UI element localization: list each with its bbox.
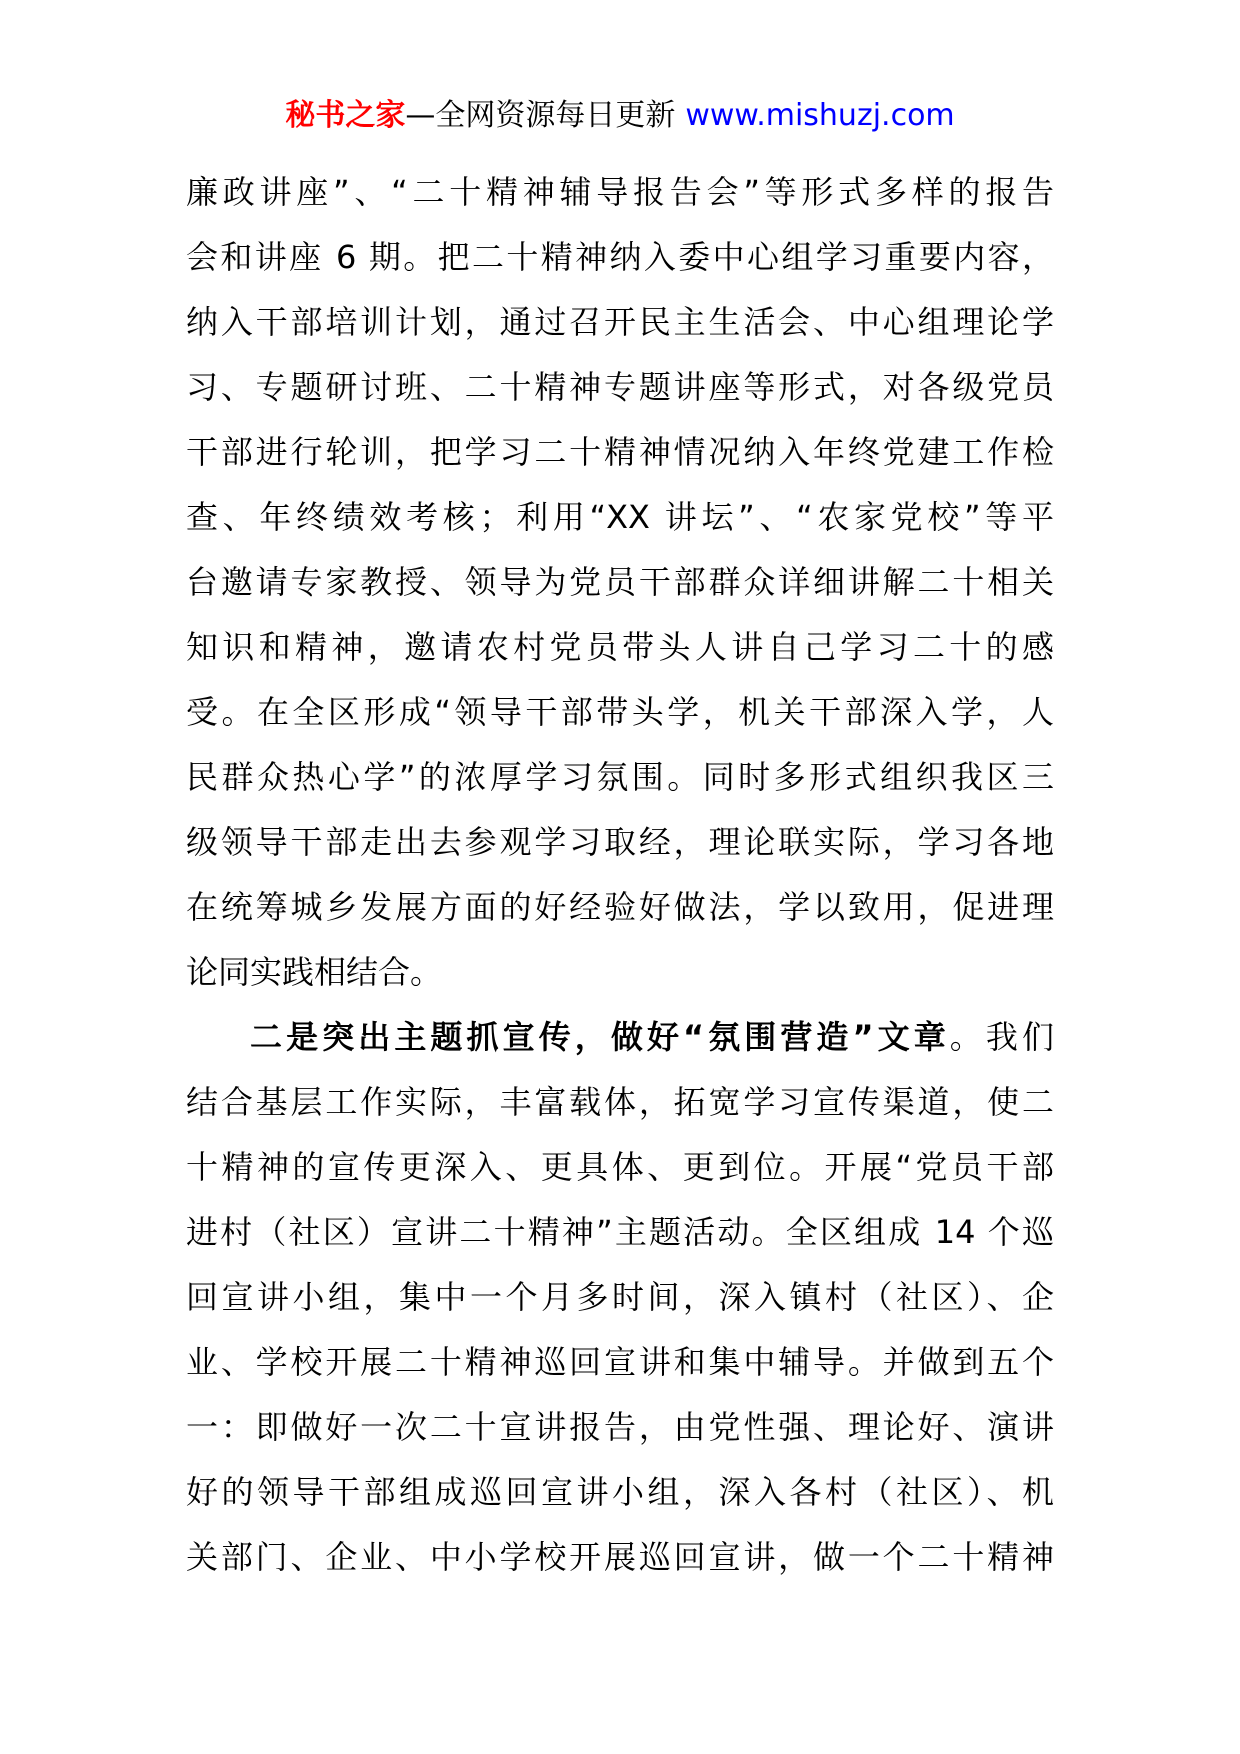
text-line: 知识和精神，邀请农村党员带头人讲自己学习二十的感 [186,628,1054,666]
text-line: 结合基层工作实际，丰富载体，拓宽学习宣传渠道，使二 [186,1083,1054,1121]
site-slogan: —全网资源每日更新 [405,98,676,133]
text-line: 受。在全区形成“领导干部带头学，机关干部深入学，人 [186,693,1054,731]
paragraph-2 [186,1005,1054,1590]
paragraph-2-first-line [186,1005,1054,1070]
paragraph-1 [186,160,1054,1005]
text-line: 会和讲座 6 期。把二十精神纳入委中心组学习重要内容， [186,238,1054,276]
text-line: 好的领导干部组成巡回宣讲小组，深入各村（社区）、机 [186,1473,1054,1511]
text-line: 查、年终绩效考核；利用“XX 讲坛”、“农家党校”等平 [186,498,1054,536]
text-line: 回宣讲小组，集中一个月多时间，深入镇村（社区）、企 [186,1278,1054,1316]
section-heading: 二是突出主题抓宣传，做好“氛围营造”文章 [250,1018,950,1056]
text-line: 廉政讲座”、“二十精神辅导报告会”等形式多样的报告 [186,173,1054,211]
text-line: 习、专题研讨班、二十精神专题讲座等形式，对各级党员 [186,368,1054,406]
text-line: 进村（社区）宣讲二十精神”主题活动。全区组成 14 个巡 [186,1213,1054,1251]
text-line: 在统筹城乡发展方面的好经验好做法，学以致用，促进理 [186,888,1054,926]
text-line: 台邀请专家教授、领导为党员干部群众详细讲解二十相关 [186,563,1054,601]
text-line: 干部进行轮训，把学习二十精神情况纳入年终党建工作检 [186,433,1054,471]
text-line: 业、学校开展二十精神巡回宣讲和集中辅导。并做到五个 [186,1343,1054,1381]
site-header [0,96,1240,136]
text-line: 纳入干部培训计划，通过召开民主生活会、中心组理论学 [186,303,1054,341]
text-segment: 。我们 [949,1018,1054,1056]
site-url[interactable]: www.mishuzj.com [685,98,955,133]
text-line: 论同实践相结合。 [186,953,443,991]
text-line: 一：即做好一次二十宣讲报告，由党性强、理论好、演讲 [186,1408,1054,1446]
text-line: 十精神的宣传更深入、更具体、更到位。开展“党员干部 [186,1148,1054,1186]
text-line: 级领导干部走出去参观学习取经，理论联实际，学习各地 [186,823,1054,861]
brand-name: 秘书之家 [285,98,406,133]
document-body [186,160,1054,1590]
text-line: 民群众热心学”的浓厚学习氛围。同时多形式组织我区三 [186,758,1054,796]
text-line: 关部门、企业、中小学校开展巡回宣讲，做一个二十精神 [186,1538,1054,1576]
